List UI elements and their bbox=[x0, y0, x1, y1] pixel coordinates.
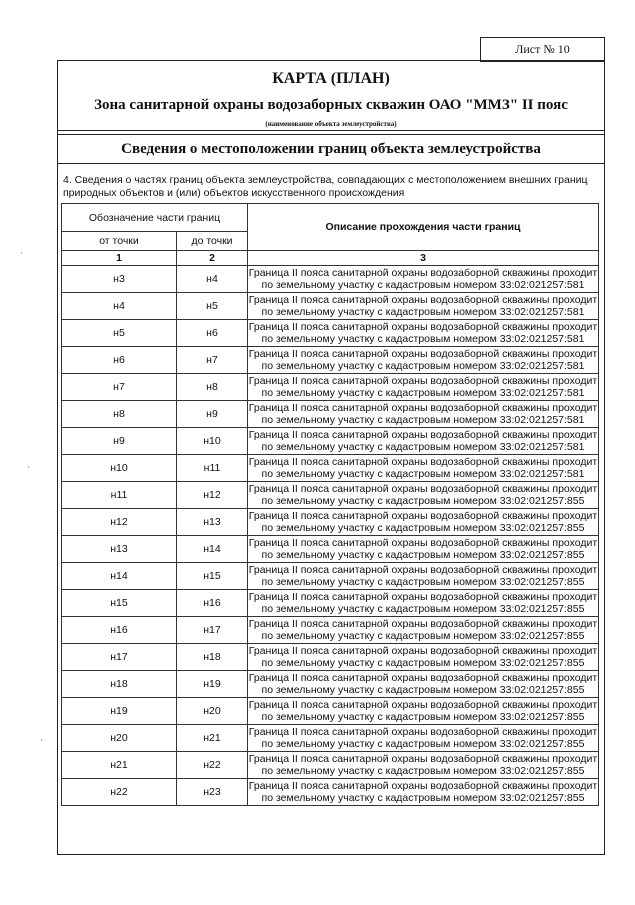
table-row bbox=[62, 374, 599, 401]
cell-from-point: н4 bbox=[62, 293, 177, 320]
table-row bbox=[62, 671, 599, 698]
cell-description: Граница II пояса санитарной охраны водозаборной скважины проходит по земельному участку с кадастровым номером 33:02:021257:855 bbox=[248, 644, 598, 669]
cell-to-point: н21 bbox=[177, 725, 248, 752]
cell-to-point: н9 bbox=[177, 401, 248, 428]
section-title: Сведения о местоположении границ объекта землеустройства bbox=[121, 141, 541, 157]
divider-top-double bbox=[58, 134, 604, 135]
section-4-description: 4. Сведения о частях границ объекта землеустройства, совпадающих с местоположением внешних границ природных объектов и (или) объектов искусственного происхождения bbox=[63, 174, 588, 199]
table-row bbox=[62, 401, 599, 428]
table-row bbox=[62, 590, 599, 617]
table-row bbox=[62, 428, 599, 455]
cell-to-point: н11 bbox=[177, 455, 248, 482]
cell-from-point: н7 bbox=[62, 374, 177, 401]
cell-to-point: н8 bbox=[177, 374, 248, 401]
cell-from-point: н22 bbox=[62, 779, 177, 806]
cell-to-point: н6 bbox=[177, 320, 248, 347]
cell-description: Граница II пояса санитарной охраны водозаборной скважины проходит по земельному участку с кадастровым номером 33:02:021257:581 bbox=[248, 266, 598, 291]
cell-to-point: н4 bbox=[177, 266, 248, 293]
cell-description: Граница II пояса санитарной охраны водозаборной скважины проходит по земельному участку с кадастровым номером 33:02:021257:581 bbox=[248, 374, 598, 399]
cell-description: Граница II пояса санитарной охраны водозаборной скважины проходит по земельному участку с кадастровым номером 33:02:021257:581 bbox=[248, 428, 598, 453]
column-number-1: 1 bbox=[62, 251, 177, 266]
cell-description: Граница II пояса санитарной охраны водозаборной скважины проходит по земельному участку с кадастровым номером 33:02:021257:855 bbox=[248, 563, 598, 588]
table-row bbox=[62, 536, 599, 563]
cell-to-point: н7 bbox=[177, 347, 248, 374]
table-column-numbers bbox=[62, 251, 599, 266]
divider-section bbox=[58, 163, 604, 164]
table-header-row bbox=[62, 204, 599, 232]
cell-to-point: н10 bbox=[177, 428, 248, 455]
cell-to-point: н23 bbox=[177, 779, 248, 806]
cell-from-point: н3 bbox=[62, 266, 177, 293]
boundary-parts-table bbox=[61, 203, 599, 806]
cell-description: Граница II пояса санитарной охраны водозаборной скважины проходит по земельному участку с кадастровым номером 33:02:021257:855 bbox=[248, 617, 598, 642]
object-name-caption: (наименование объекта землеустройства) bbox=[265, 120, 397, 128]
cell-from-point: н13 bbox=[62, 536, 177, 563]
cell-from-point: н15 bbox=[62, 590, 177, 617]
cell-from-point: н11 bbox=[62, 482, 177, 509]
header-boundary-designation: Обозначение части границ bbox=[62, 204, 248, 232]
table-row bbox=[62, 563, 599, 590]
header-to-point: до точки bbox=[177, 232, 248, 251]
divider-top bbox=[58, 130, 604, 131]
sheet-number-box bbox=[480, 37, 605, 62]
cell-from-point: н19 bbox=[62, 698, 177, 725]
column-number-3: 3 bbox=[248, 251, 599, 266]
header-description: Описание прохождения части границ bbox=[248, 204, 599, 251]
table-row bbox=[62, 617, 599, 644]
column-number-2: 2 bbox=[177, 251, 248, 266]
table-row bbox=[62, 509, 599, 536]
document-title: КАРТА (ПЛАН) bbox=[272, 70, 390, 87]
table-row bbox=[62, 779, 599, 806]
document-frame bbox=[57, 60, 605, 855]
cell-description: Граница II пояса санитарной охраны водозаборной скважины проходит по земельному участку с кадастровым номером 33:02:021257:855 bbox=[248, 509, 598, 534]
cell-to-point: н18 bbox=[177, 644, 248, 671]
cell-description: Граница II пояса санитарной охраны водозаборной скважины проходит по земельному участку с кадастровым номером 33:02:021257:581 bbox=[248, 455, 598, 480]
cell-from-point: н6 bbox=[62, 347, 177, 374]
cell-from-point: н8 bbox=[62, 401, 177, 428]
scan-mark: · bbox=[20, 248, 23, 258]
sheet-number: Лист № 10 bbox=[515, 42, 570, 56]
cell-description: Граница II пояса санитарной охраны водозаборной скважины проходит по земельному участку с кадастровым номером 33:02:021257:855 bbox=[248, 482, 598, 507]
cell-from-point: н16 bbox=[62, 617, 177, 644]
table-row bbox=[62, 644, 599, 671]
cell-from-point: н21 bbox=[62, 752, 177, 779]
object-name: Зона санитарной охраны водозаборных скважин ОАО "ММЗ" II пояс bbox=[94, 97, 568, 113]
cell-description: Граница II пояса санитарной охраны водозаборной скважины проходит по земельному участку с кадастровым номером 33:02:021257:855 bbox=[248, 725, 598, 750]
cell-description: Граница II пояса санитарной охраны водозаборной скважины проходит по земельному участку с кадастровым номером 33:02:021257:855 bbox=[248, 698, 598, 723]
table-row bbox=[62, 455, 599, 482]
cell-to-point: н20 bbox=[177, 698, 248, 725]
cell-to-point: н19 bbox=[177, 671, 248, 698]
cell-from-point: н20 bbox=[62, 725, 177, 752]
table-row bbox=[62, 482, 599, 509]
cell-to-point: н16 bbox=[177, 590, 248, 617]
cell-to-point: н15 bbox=[177, 563, 248, 590]
table-row bbox=[62, 698, 599, 725]
cell-from-point: н12 bbox=[62, 509, 177, 536]
cell-description: Граница II пояса санитарной охраны водозаборной скважины проходит по земельному участку с кадастровым номером 33:02:021257:855 bbox=[248, 779, 598, 804]
cell-description: Граница II пояса санитарной охраны водозаборной скважины проходит по земельному участку с кадастровым номером 33:02:021257:855 bbox=[248, 590, 598, 615]
cell-to-point: н17 bbox=[177, 617, 248, 644]
cell-description: Граница II пояса санитарной охраны водозаборной скважины проходит по земельному участку с кадастровым номером 33:02:021257:581 bbox=[248, 347, 598, 372]
table-row bbox=[62, 293, 599, 320]
table-row bbox=[62, 320, 599, 347]
cell-description: Граница II пояса санитарной охраны водозаборной скважины проходит по земельному участку с кадастровым номером 33:02:021257:855 bbox=[248, 536, 598, 561]
cell-description: Граница II пояса санитарной охраны водозаборной скважины проходит по земельному участку с кадастровым номером 33:02:021257:855 bbox=[248, 671, 598, 696]
table-row bbox=[62, 266, 599, 293]
table-row bbox=[62, 347, 599, 374]
table-row bbox=[62, 752, 599, 779]
cell-description: Граница II пояса санитарной охраны водозаборной скважины проходит по земельному участку с кадастровым номером 33:02:021257:581 bbox=[248, 320, 598, 345]
table-row bbox=[62, 725, 599, 752]
scan-mark: · bbox=[27, 462, 30, 472]
cell-description: Граница II пояса санитарной охраны водозаборной скважины проходит по земельному участку с кадастровым номером 33:02:021257:581 bbox=[248, 293, 598, 318]
cell-from-point: н18 bbox=[62, 671, 177, 698]
cell-description: Граница II пояса санитарной охраны водозаборной скважины проходит по земельному участку с кадастровым номером 33:02:021257:581 bbox=[248, 401, 598, 426]
cell-from-point: н10 bbox=[62, 455, 177, 482]
scan-mark: · bbox=[40, 735, 43, 745]
cell-to-point: н5 bbox=[177, 293, 248, 320]
cell-to-point: н22 bbox=[177, 752, 248, 779]
cell-to-point: н14 bbox=[177, 536, 248, 563]
cell-from-point: н17 bbox=[62, 644, 177, 671]
cell-from-point: н9 bbox=[62, 428, 177, 455]
cell-to-point: н12 bbox=[177, 482, 248, 509]
cell-from-point: н14 bbox=[62, 563, 177, 590]
header-from-point: от точки bbox=[62, 232, 177, 251]
cell-to-point: н13 bbox=[177, 509, 248, 536]
cell-description: Граница II пояса санитарной охраны водозаборной скважины проходит по земельному участку с кадастровым номером 33:02:021257:855 bbox=[248, 752, 598, 777]
cell-from-point: н5 bbox=[62, 320, 177, 347]
